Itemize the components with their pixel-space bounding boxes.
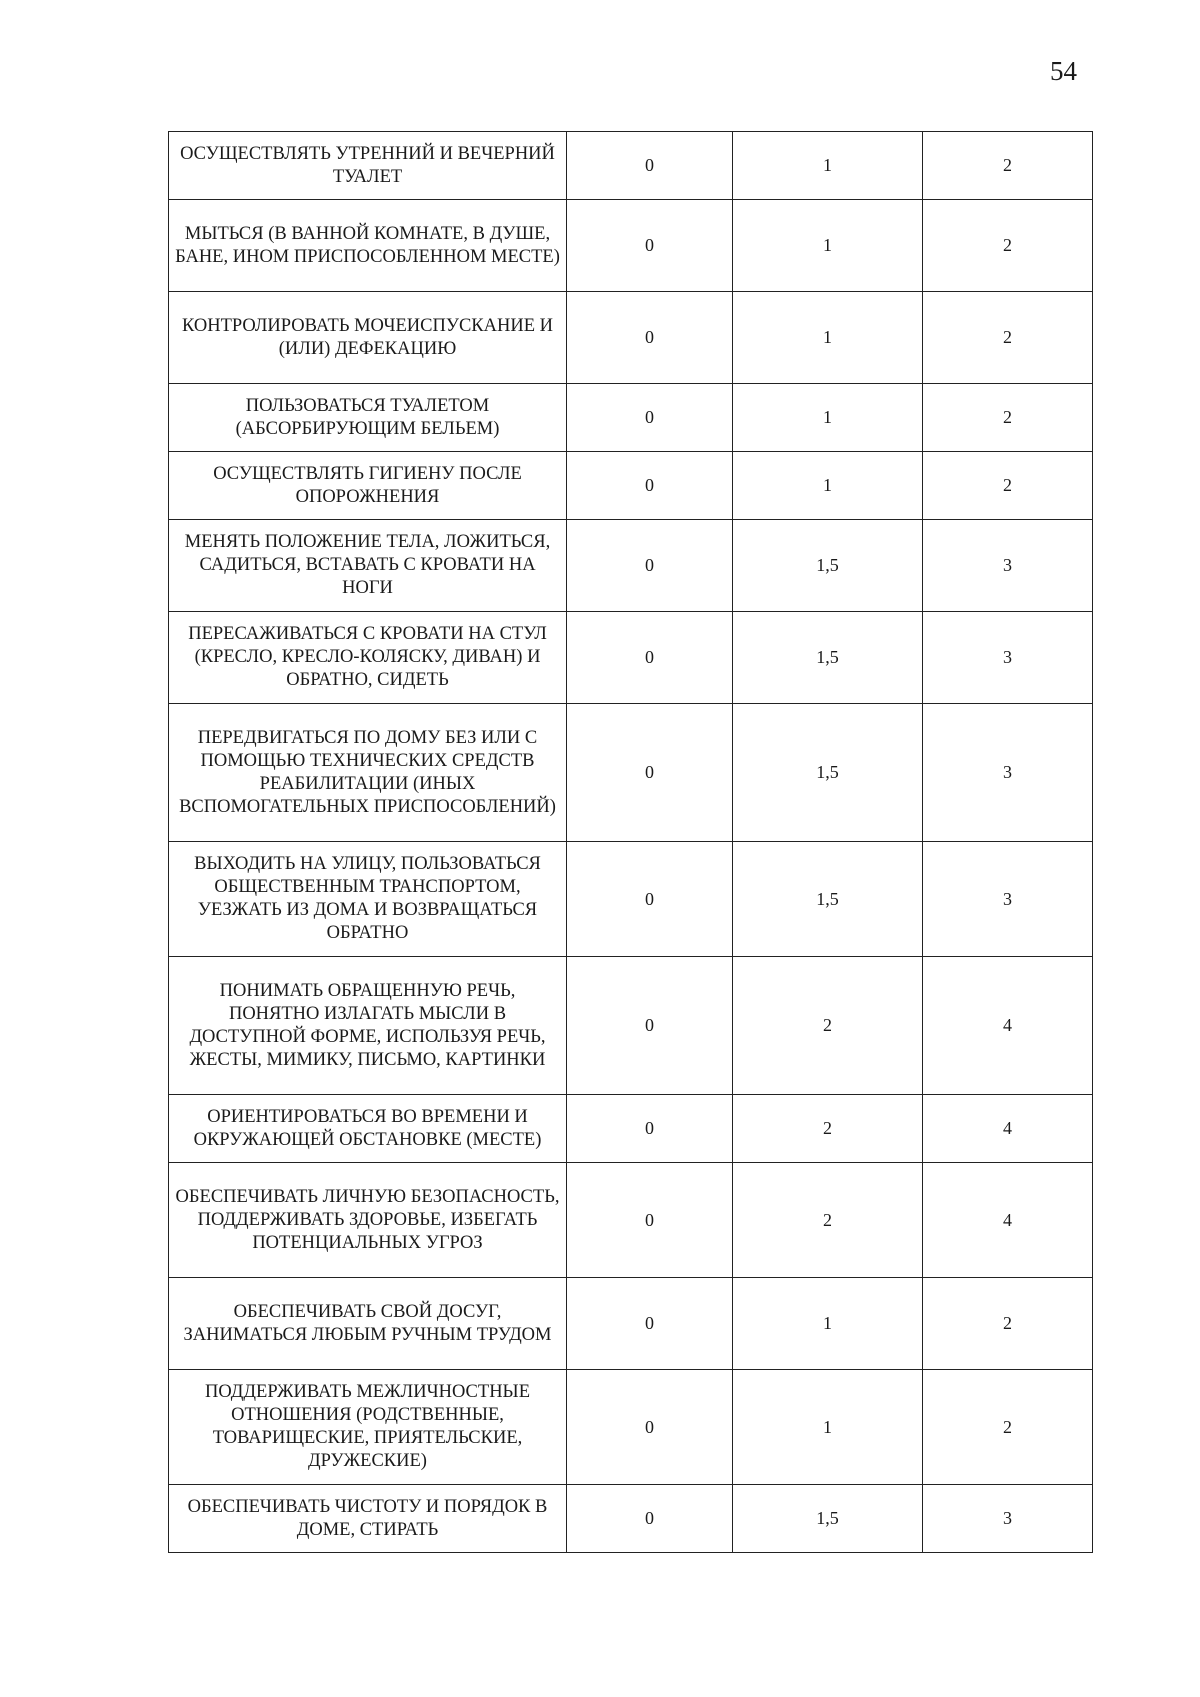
score-cell-full: 2 bbox=[923, 452, 1093, 520]
score-cell-full: 3 bbox=[923, 1485, 1093, 1553]
score-cell-partial: 2 bbox=[733, 957, 923, 1095]
score-cell-partial: 1 bbox=[733, 1278, 923, 1370]
score-cell-none: 0 bbox=[567, 957, 733, 1095]
score-cell-full: 2 bbox=[923, 1370, 1093, 1485]
score-cell-partial: 1,5 bbox=[733, 704, 923, 842]
score-cell-partial: 2 bbox=[733, 1163, 923, 1278]
table-row bbox=[169, 384, 1093, 452]
score-cell-none: 0 bbox=[567, 200, 733, 292]
score-cell-full: 3 bbox=[923, 704, 1093, 842]
table-row bbox=[169, 132, 1093, 200]
activity-cell: КОНТРОЛИРОВАТЬ МОЧЕИСПУСКАНИЕ И (ИЛИ) ДЕФЕКАЦИЮ bbox=[169, 292, 567, 384]
activity-cell: ПОНИМАТЬ ОБРАЩЕННУЮ РЕЧЬ, ПОНЯТНО ИЗЛАГАТЬ МЫСЛИ В ДОСТУПНОЙ ФОРМЕ, ИСПОЛЬЗУЯ РЕЧЬ, ЖЕСТЫ, МИМИКУ, ПИСЬМО, КАРТИНКИ bbox=[169, 957, 567, 1095]
score-cell-none: 0 bbox=[567, 1485, 733, 1553]
score-cell-partial: 1 bbox=[733, 452, 923, 520]
activity-cell: ОРИЕНТИРОВАТЬСЯ ВО ВРЕМЕНИ И ОКРУЖАЮЩЕЙ ОБСТАНОВКЕ (МЕСТЕ) bbox=[169, 1095, 567, 1163]
table-row bbox=[169, 292, 1093, 384]
score-cell-none: 0 bbox=[567, 1163, 733, 1278]
score-cell-full: 3 bbox=[923, 612, 1093, 704]
table-row bbox=[169, 452, 1093, 520]
activity-cell: МЕНЯТЬ ПОЛОЖЕНИЕ ТЕЛА, ЛОЖИТЬСЯ, САДИТЬСЯ, ВСТАВАТЬ С КРОВАТИ НА НОГИ bbox=[169, 520, 567, 612]
table-row bbox=[169, 1095, 1093, 1163]
score-cell-partial: 1 bbox=[733, 132, 923, 200]
score-cell-none: 0 bbox=[567, 1095, 733, 1163]
score-cell-partial: 1,5 bbox=[733, 842, 923, 957]
page-number: 54 bbox=[1050, 56, 1077, 86]
score-cell-partial: 1,5 bbox=[733, 612, 923, 704]
table-row bbox=[169, 842, 1093, 957]
score-cell-full: 3 bbox=[923, 842, 1093, 957]
score-cell-none: 0 bbox=[567, 1370, 733, 1485]
table-row bbox=[169, 1163, 1093, 1278]
table-row bbox=[169, 1485, 1093, 1553]
table-row bbox=[169, 612, 1093, 704]
score-cell-none: 0 bbox=[567, 292, 733, 384]
score-cell-partial: 1 bbox=[733, 292, 923, 384]
score-cell-full: 4 bbox=[923, 1095, 1093, 1163]
score-cell-partial: 1,5 bbox=[733, 520, 923, 612]
score-cell-none: 0 bbox=[567, 384, 733, 452]
score-cell-full: 2 bbox=[923, 132, 1093, 200]
score-cell-none: 0 bbox=[567, 612, 733, 704]
activity-cell: ВЫХОДИТЬ НА УЛИЦУ, ПОЛЬЗОВАТЬСЯ ОБЩЕСТВЕННЫМ ТРАНСПОРТОМ, УЕЗЖАТЬ ИЗ ДОМА И ВОЗВРАЩАТЬСЯ ОБРАТНО bbox=[169, 842, 567, 957]
score-cell-none: 0 bbox=[567, 520, 733, 612]
activity-cell: ОБЕСПЕЧИВАТЬ ЧИСТОТУ И ПОРЯДОК В ДОМЕ, СТИРАТЬ bbox=[169, 1485, 567, 1553]
score-cell-none: 0 bbox=[567, 842, 733, 957]
score-cell-partial: 1 bbox=[733, 1370, 923, 1485]
score-cell-none: 0 bbox=[567, 1278, 733, 1370]
score-cell-full: 3 bbox=[923, 520, 1093, 612]
activity-cell: ПЕРЕДВИГАТЬСЯ ПО ДОМУ БЕЗ ИЛИ С ПОМОЩЬЮ ТЕХНИЧЕСКИХ СРЕДСТВ РЕАБИЛИТАЦИИ (ИНЫХ ВСПОМОГАТЕЛЬНЫХ ПРИСПОСОБЛЕНИЙ) bbox=[169, 704, 567, 842]
score-cell-none: 0 bbox=[567, 704, 733, 842]
score-cell-partial: 2 bbox=[733, 1095, 923, 1163]
score-cell-full: 2 bbox=[923, 200, 1093, 292]
activity-cell: ПЕРЕСАЖИВАТЬСЯ С КРОВАТИ НА СТУЛ (КРЕСЛО, КРЕСЛО-КОЛЯСКУ, ДИВАН) И ОБРАТНО, СИДЕТЬ bbox=[169, 612, 567, 704]
score-cell-full: 4 bbox=[923, 957, 1093, 1095]
activity-cell: ОБЕСПЕЧИВАТЬ СВОЙ ДОСУГ, ЗАНИМАТЬСЯ ЛЮБЫМ РУЧНЫМ ТРУДОМ bbox=[169, 1278, 567, 1370]
activity-cell: ПОЛЬЗОВАТЬСЯ ТУАЛЕТОМ (АБСОРБИРУЮЩИМ БЕЛЬЕМ) bbox=[169, 384, 567, 452]
activity-cell: ОСУЩЕСТВЛЯТЬ ГИГИЕНУ ПОСЛЕ ОПОРОЖНЕНИЯ bbox=[169, 452, 567, 520]
activity-cell: МЫТЬСЯ (В ВАННОЙ КОМНАТЕ, В ДУШЕ, БАНЕ, ИНОМ ПРИСПОСОБЛЕННОМ МЕСТЕ) bbox=[169, 200, 567, 292]
score-cell-partial: 1 bbox=[733, 384, 923, 452]
score-cell-partial: 1,5 bbox=[733, 1485, 923, 1553]
score-cell-full: 4 bbox=[923, 1163, 1093, 1278]
activity-cell: ОБЕСПЕЧИВАТЬ ЛИЧНУЮ БЕЗОПАСНОСТЬ, ПОДДЕРЖИВАТЬ ЗДОРОВЬЕ, ИЗБЕГАТЬ ПОТЕНЦИАЛЬНЫХ УГРОЗ bbox=[169, 1163, 567, 1278]
score-cell-full: 2 bbox=[923, 384, 1093, 452]
assessment-table bbox=[168, 131, 1093, 1553]
activity-cell: ПОДДЕРЖИВАТЬ МЕЖЛИЧНОСТНЫЕ ОТНОШЕНИЯ (РОДСТВЕННЫЕ, ТОВАРИЩЕСКИЕ, ПРИЯТЕЛЬСКИЕ, ДРУЖЕСКИЕ) bbox=[169, 1370, 567, 1485]
score-cell-full: 2 bbox=[923, 1278, 1093, 1370]
table-row bbox=[169, 1278, 1093, 1370]
table-row bbox=[169, 520, 1093, 612]
table-row bbox=[169, 1370, 1093, 1485]
score-cell-none: 0 bbox=[567, 452, 733, 520]
score-cell-full: 2 bbox=[923, 292, 1093, 384]
table-row bbox=[169, 704, 1093, 842]
score-cell-partial: 1 bbox=[733, 200, 923, 292]
table-row bbox=[169, 200, 1093, 292]
activity-cell: ОСУЩЕСТВЛЯТЬ УТРЕННИЙ И ВЕЧЕРНИЙ ТУАЛЕТ bbox=[169, 132, 567, 200]
score-cell-none: 0 bbox=[567, 132, 733, 200]
table-row bbox=[169, 957, 1093, 1095]
